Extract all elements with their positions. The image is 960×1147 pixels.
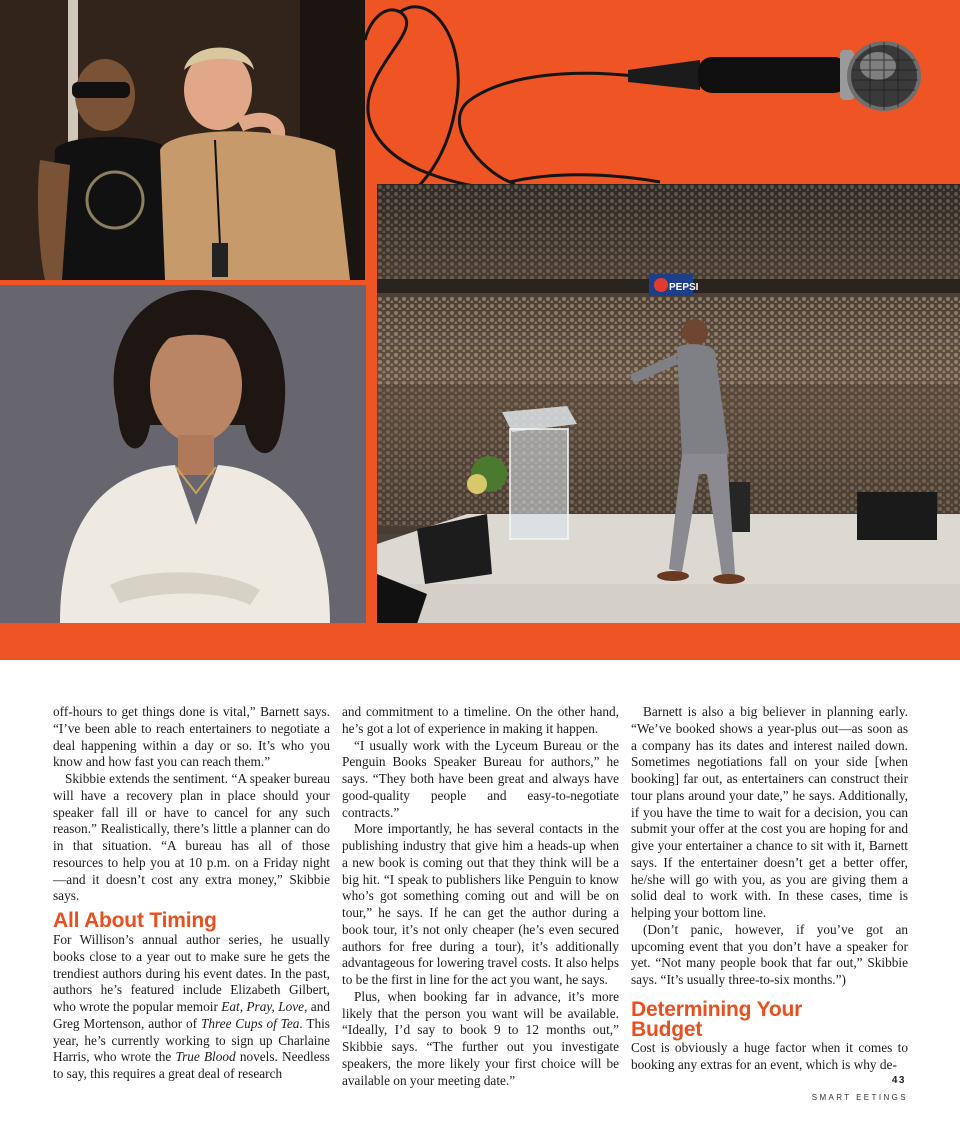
paragraph: off-hours to get things done is vital,” Barnett says. “I’ve been able to reach entertainers to negotiate a deal happening within a day or so. It’s who you know and how fast you can reach them.” [53, 704, 330, 770]
subhead-all-about-timing: All About Timing [53, 909, 217, 932]
page-number: 43 [891, 1075, 906, 1086]
article-column-2 [342, 704, 619, 1089]
article-column-3 [631, 704, 908, 1073]
microphone-with-cord [360, 0, 960, 190]
accent-strip [0, 623, 960, 660]
subhead-determining-your-budget: Determining Your Budget [631, 997, 803, 1041]
book-title: Three Cups of Tea [200, 1015, 300, 1031]
book-title: Eat, Pray, Love [221, 999, 305, 1014]
article-column-1 [53, 704, 330, 1083]
magazine-name: SMART EETINGS [811, 1093, 908, 1102]
paragraph: (Don’t panic, however, if you’ve got an upcoming event that you don’t have a speaker for yet. “Not many people book that far out,” Skibbie says. “It’s usually three-to-six months.”) [631, 921, 908, 987]
paragraph: Cost is obviously a huge factor when it comes to booking any extras for an event, which is why de- [631, 1039, 908, 1072]
paragraph: More importantly, he has several contacts in the publishing industry that give him a heads-up when a new book is coming out that they think will be a big hit. “I speak to publishers like Penguin to know who’s got something coming out and will be on tour,” he says. If he can get the author during a book tour, it’s not only cheaper (he’s even secured authors for free during a tour), it’s additionally advantageous for lowering travel costs. It also helps to be the first in line for the act you want, he says. [342, 821, 619, 987]
two-men-backstage-photo [0, 0, 365, 280]
woman-in-white-jacket-portrait [0, 285, 366, 623]
paragraph: Skibbie extends the sentiment. “A speaker bureau will have a recovery plan in place should your speaker fall ill or have to cancel for any such reason.” Realistically, there’s little a planner can do in that situation. “A bureau has all of those resources to help you at 10 p.m. on a Friday night—and it doesn’t cost any extra money,” Skibbie says. [53, 771, 330, 904]
paragraph: For Willison’s annual author series, he usually books close to a year out to make sure he gets the trendiest authors during his event dates. In the past, authors he’s featured include Elizabeth Gilbert, who wrote the popular memoir Eat, Pray, Love, and Greg Mortenson, author of Three Cups of Tea. This year, he’s currently working to sign up Charlaine Harris, who wrote the True Blood novels. Needless to say, this requires a great deal of research [53, 932, 330, 1081]
speaker-on-arena-stage-photo [377, 184, 960, 624]
book-title: True Blood [175, 1049, 236, 1065]
paragraph: and commitment to a timeline. On the other hand, he’s got a lot of experience in making it happen. [342, 704, 619, 736]
stage-banner-label: PEPSI [669, 282, 699, 293]
paragraph: “I usually work with the Lyceum Bureau or the Penguin Books Speaker Bureau for authors,” he says. “They both have been great and always have good-quality people and easy-to-negotiate contracts.” [342, 737, 619, 820]
paragraph: Barnett is also a big believer in planning early. “We’ve booked shows a year-plus out—as soon as a company has its dates and interest nailed down. Sometimes negotiations fall on your side [when booking] far out, as entertainers can construct their tour plans around your date,” he says. Additionally, if you have the time to wait for a decision, you can submit your offer at the cost you are hoping for and give your entertainer a chance to sit with it, Barnett says. If the entertainer doesn’t get a better offer, he/she will go with you, as you are giving them a solid deal to work with. In these cases, time is helping your bottom line. [631, 704, 908, 920]
paragraph: Plus, when booking far in advance, it’s more likely that the person you want will be available. “Ideally, I’d say to book 9 to 12 months out,” Skibbie says. “The further out you investigate speakers, the more likely your first choice will be available on your meeting date.” [342, 988, 619, 1088]
